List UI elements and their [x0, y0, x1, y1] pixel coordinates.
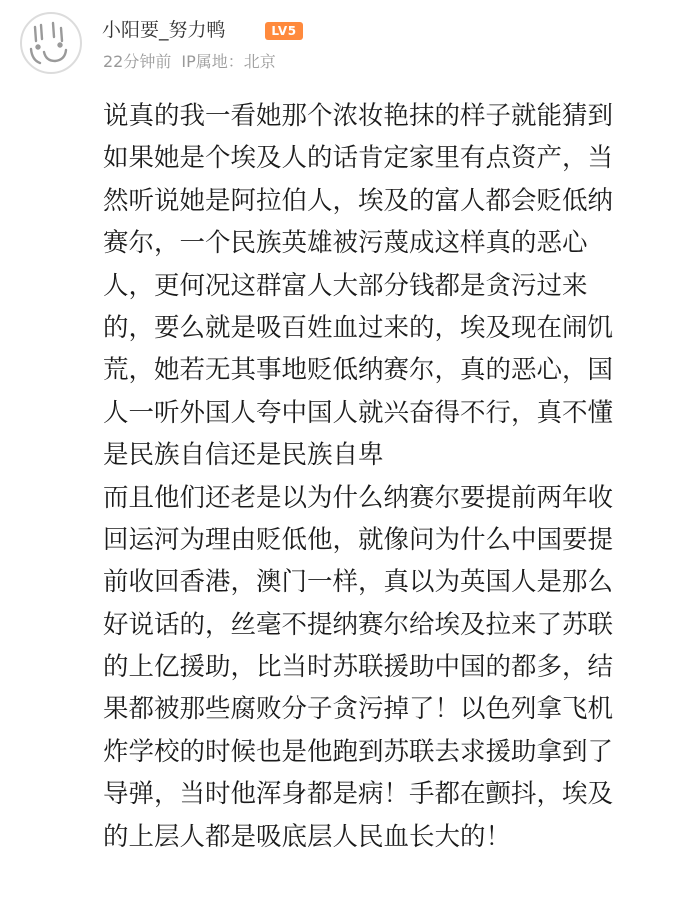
comment-line: 回运河为理由贬低他，就像问为什么中国要提: [103, 524, 614, 555]
comment-line: 的，要么就是吸百姓血过来的，埃及现在闹饥: [103, 312, 614, 343]
comment-line: 荒，她若无其事地贬低纳赛尔，真的恶心，国: [103, 355, 614, 386]
comment-line: 是民族自信还是民族自卑: [103, 440, 384, 471]
comment-line: 的上亿援助，比当时苏联援助中国的都多，结: [103, 652, 614, 683]
comment-line: 果都被那些腐败分子贪污掉了！以色列拿飞机: [103, 694, 614, 725]
comment-body: [103, 95, 663, 858]
comment-line: 炸学校的时候也是他跑到苏联去求援助拿到了: [103, 736, 614, 767]
comment-line: 前收回香港，澳门一样，真以为英国人是那么: [103, 567, 614, 598]
ip-location: IP属地：北京: [181, 52, 276, 71]
doodle-face-avatar-icon: [22, 14, 80, 72]
comment-line: 人，更何况这群富人大部分钱都是贪污过来: [103, 270, 588, 301]
comment-line: 导弹，当时他浑身都是病！手都在颤抖，埃及: [103, 779, 614, 810]
comment-line: 说真的我一看她那个浓妆艳抹的样子就能猜到: [103, 101, 614, 131]
comment-line: 然听说她是阿拉伯人，埃及的富人都会贬低纳: [103, 185, 614, 216]
comment-line: 好说话的，丝毫不提纳赛尔给埃及拉来了苏联: [103, 609, 614, 640]
user-avatar[interactable]: [20, 12, 82, 74]
comment-line: 赛尔，一个民族英雄被污蔑成这样真的恶心: [103, 228, 588, 259]
comment-line: 的上层人都是吸底层人民血长大的！: [103, 821, 512, 852]
comment-line: 而且他们还老是以为什么纳赛尔要提前两年收: [103, 482, 614, 513]
level-badge: LV5: [265, 22, 303, 40]
comment-time: 22分钟前: [103, 52, 172, 71]
comment-line: 人一听外国人夸中国人就兴奋得不行，真不懂: [103, 397, 614, 428]
comment-meta: [103, 51, 276, 73]
user-name[interactable]: 小阳要_努力鸭: [102, 19, 226, 41]
comment-line: 如果她是个埃及人的话肯定家里有点资产，当: [103, 143, 614, 174]
